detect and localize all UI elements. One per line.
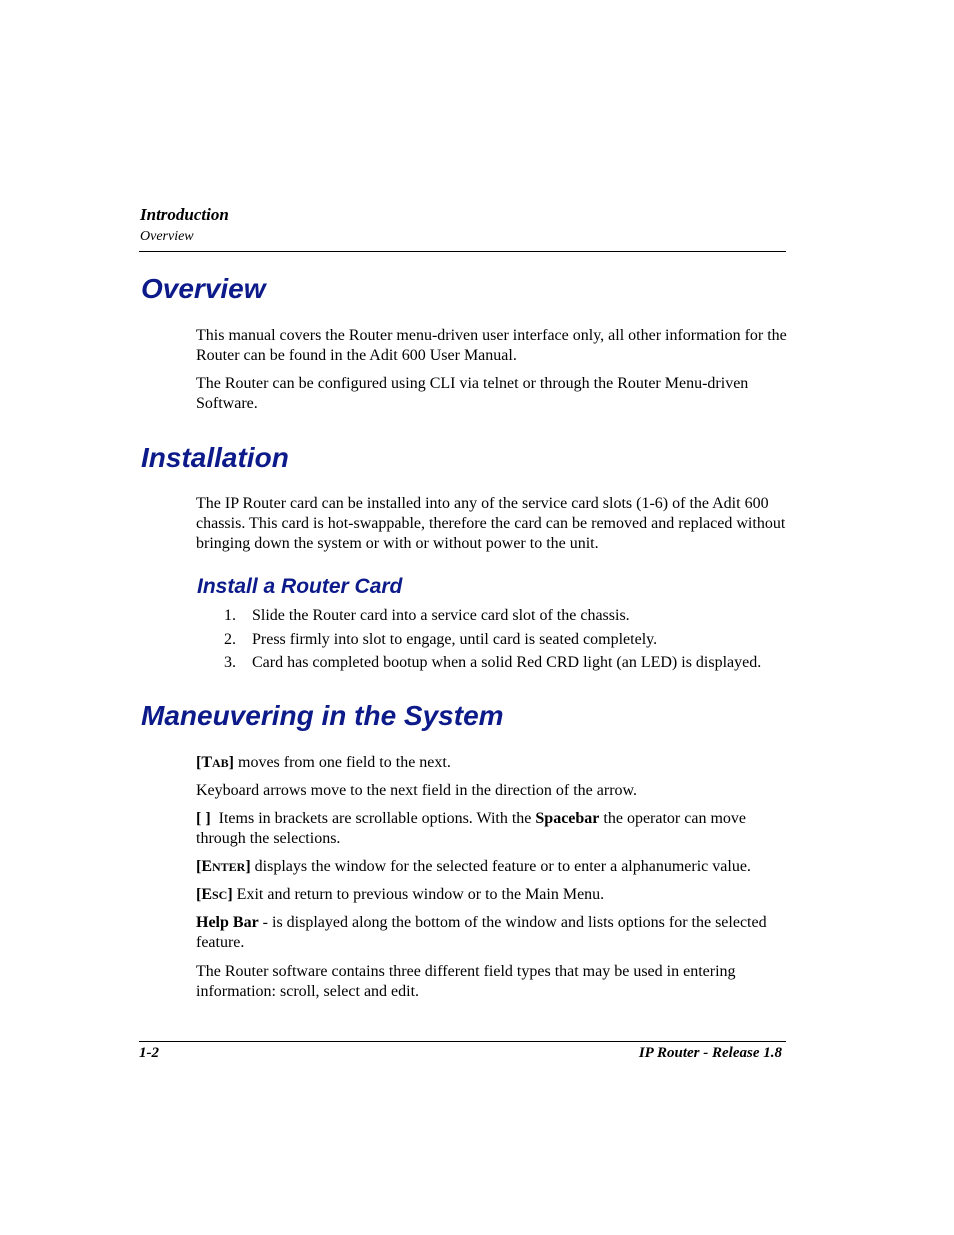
step-text: Press firmly into slot to engage, until card is seated completely. (252, 631, 658, 648)
overview-paragraph-1: This manual covers the Router menu-driven user interface only, all other information for the Router can be found in the Adit 600 User Manual. (196, 327, 787, 364)
page-number: 1-2 (139, 1045, 159, 1061)
header-rule (139, 251, 786, 252)
installation-heading: Installation (141, 442, 289, 473)
arrow-keys-paragraph: Keyboard arrows move to the next field in the direction of the arrow. (196, 782, 638, 799)
overview-paragraph-2: The Router can be configured using CLI via telnet or through the Router Menu-driven Software. (196, 375, 749, 412)
install-router-card-heading: Install a Router Card (197, 575, 403, 598)
tab-key-paragraph: [TAB] moves from one field to the next. (196, 754, 451, 771)
spacebar-key-label: Spacebar (535, 810, 600, 827)
install-step-3 (224, 653, 761, 673)
running-header-chapter: Introduction (140, 205, 229, 224)
esc-key-label: [ESC] (196, 886, 233, 903)
enter-key-label: [ENTER] (196, 858, 251, 875)
step-number: 3. (224, 654, 236, 671)
step-text: Card has completed bootup when a solid Red CRD light (an LED) is displayed. (252, 654, 762, 671)
esc-key-paragraph: [ESC] Exit and return to previous window or to the Main Menu. (196, 886, 605, 903)
step-number: 1. (224, 607, 236, 624)
footer-rule (139, 1041, 786, 1042)
installation-paragraph: The IP Router card can be installed into any of the service card slots (1-6) of the Adit 600 chassis. This card is hot-swappable, therefore the card can be removed and replaced without bringing down the system or with or without power to the unit. (196, 495, 786, 552)
field-types-paragraph: The Router software contains three different field types that may be used in entering information: scroll, select and edit. (196, 963, 736, 1000)
help-bar-paragraph: Help Bar - is displayed along the bottom of the window and lists options for the selected feature. (196, 914, 767, 951)
step-text: Slide the Router card into a service card slot of the chassis. (252, 607, 630, 624)
brackets-paragraph: [ ] Items in brackets are scrollable options. With the Spacebar the operator can move through the selections. (196, 810, 747, 847)
install-step-1 (224, 606, 630, 626)
footer-document-title: IP Router - Release 1.8 (638, 1045, 782, 1061)
overview-heading: Overview (141, 273, 266, 304)
brackets-key-label: [ ] (196, 810, 211, 827)
install-step-2 (224, 630, 657, 650)
running-header-section: Overview (140, 229, 194, 244)
enter-key-paragraph: [ENTER] displays the window for the selected feature or to enter a alphanumeric value. (196, 858, 751, 875)
step-number: 2. (224, 631, 236, 648)
help-bar-label: Help Bar (196, 914, 259, 931)
tab-key-label: [TAB] (196, 754, 234, 771)
maneuvering-heading: Maneuvering in the System (141, 700, 504, 731)
